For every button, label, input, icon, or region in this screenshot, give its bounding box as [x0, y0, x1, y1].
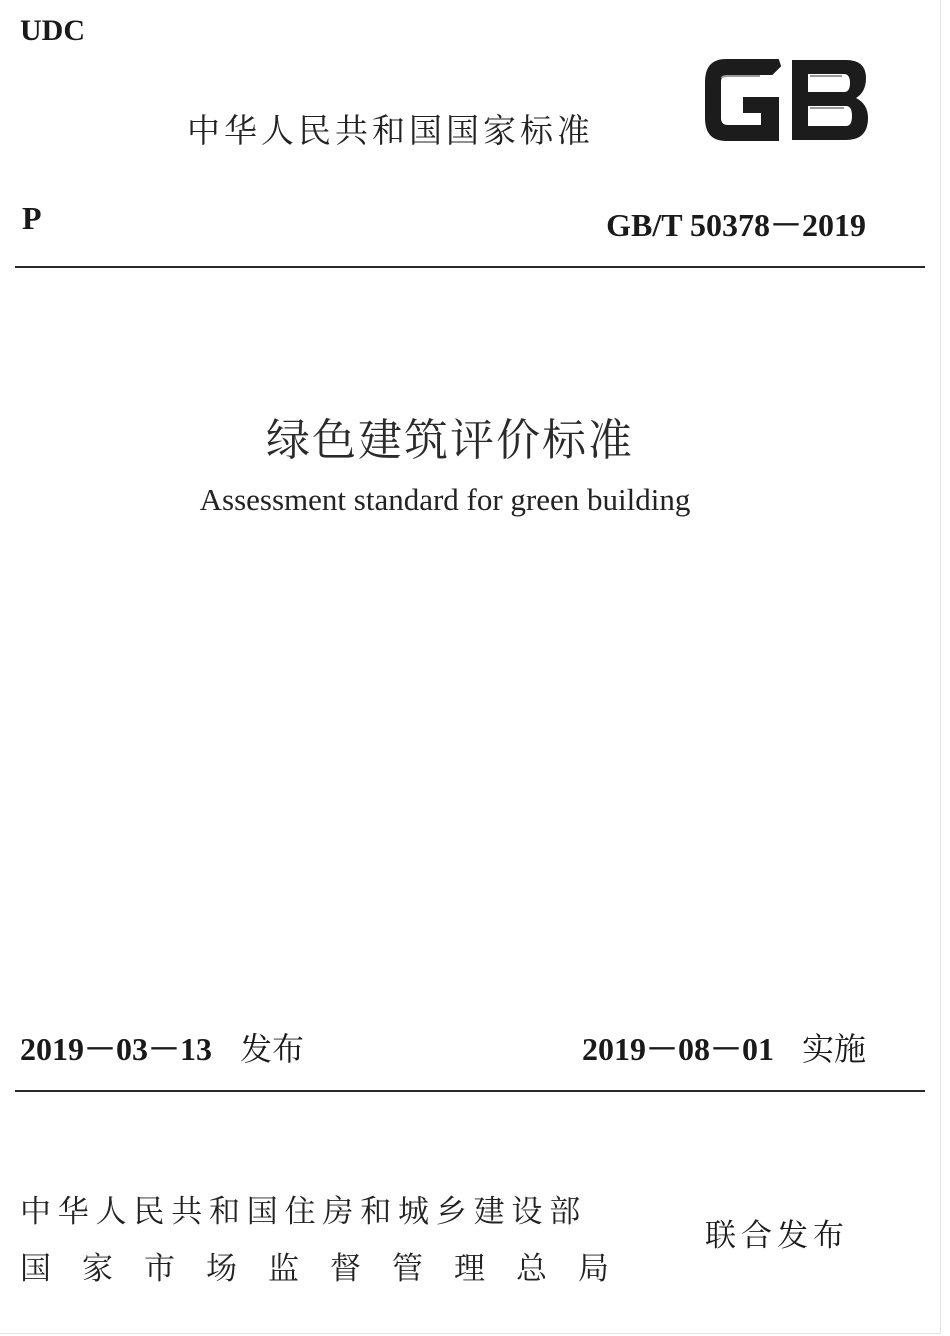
bottom-divider: [15, 1090, 925, 1092]
publisher-ministry: 中华人民共和国住房和城乡建设部: [20, 1194, 587, 1230]
publisher-administration: 国家市场监督管理总局: [20, 1251, 640, 1287]
title-chinese: 绿色建筑评价标准: [266, 415, 634, 466]
title-english: Assessment standard for green building: [199, 482, 691, 517]
publisher-block: [20, 1186, 640, 1288]
gb-logo-b: [792, 60, 868, 140]
gb-logo-g: [706, 60, 780, 140]
joint-publish-label: 联合发布: [705, 1218, 849, 1254]
national-standard-heading: 中华人民共和国国家标准: [187, 111, 594, 150]
udc-label: UDC: [20, 14, 85, 47]
issue-label: 发布: [240, 1030, 305, 1068]
gb-logo: [700, 56, 870, 144]
standard-number: GB/T 50378－2019: [606, 207, 866, 243]
issue-date-block: [20, 1024, 304, 1070]
issue-date: 2019－03－13: [20, 1031, 213, 1067]
implementation-label: 实施: [801, 1030, 866, 1068]
classification-code: P: [22, 200, 42, 236]
implementation-date-block: [582, 1024, 866, 1070]
implementation-date: 2019－08－01: [581, 1031, 774, 1067]
top-divider: [15, 266, 925, 268]
